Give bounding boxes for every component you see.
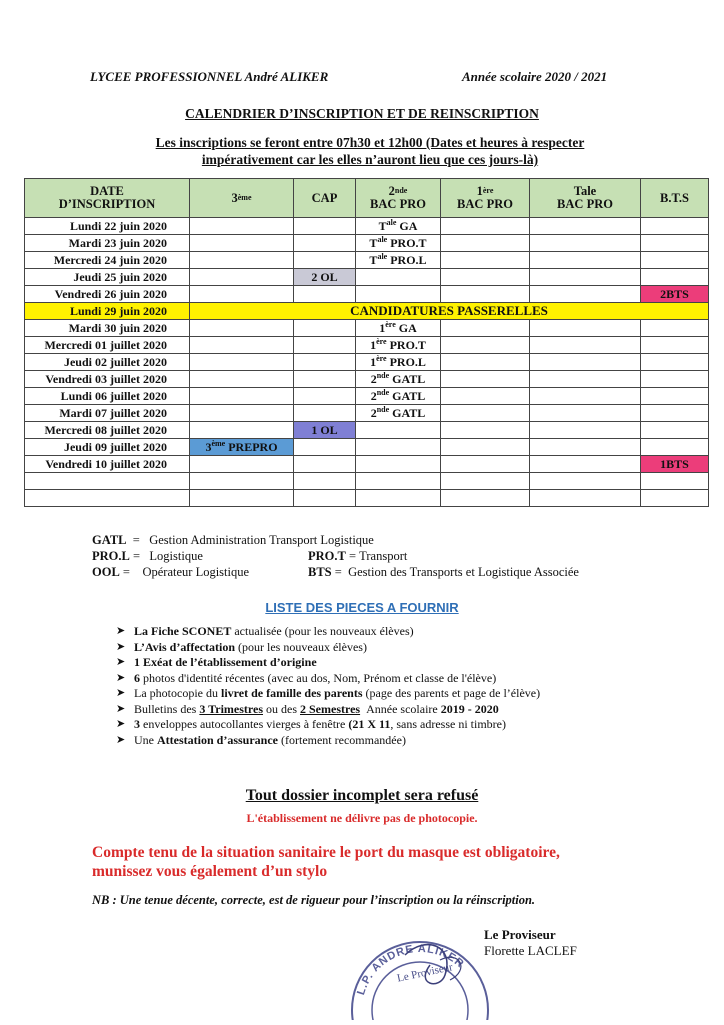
- arrow-icon: ➤: [116, 671, 126, 684]
- row-class: 2nde GATL: [356, 405, 441, 422]
- header-2nde-bac-pro: 2nde BAC PRO: [356, 179, 441, 218]
- dress-code-note: NB : Une tenue décente, correcte, est de rigueur pour l’inscription ou la réinscription.: [92, 893, 536, 907]
- row-date: Mardi 30 juin 2020: [25, 320, 190, 337]
- row-bts-cell: 1BTS: [641, 456, 709, 473]
- table-row: [25, 405, 709, 422]
- row-date: Jeudi 02 juillet 2020: [25, 354, 190, 371]
- subtitle-line-2: impérativement car les elles n’auront lieu que ces jours-là): [201, 152, 539, 167]
- row-class: 1ère PRO.L: [356, 354, 441, 371]
- list-item: ➤ 1 Exéat de l’établissement d’origine: [116, 655, 317, 669]
- arrow-icon: ➤: [116, 640, 126, 653]
- row-date: Jeudi 25 juin 2020: [25, 269, 190, 286]
- inscription-calendar-table: [24, 178, 709, 507]
- legend-prol: PRO.L = Logistique: [92, 549, 203, 563]
- page-title: CALENDRIER D’INSCRIPTION ET DE REINSCRIPTION: [185, 106, 539, 121]
- table-row: [25, 439, 709, 456]
- header-3eme: 3ème: [190, 179, 294, 218]
- list-item: ➤ 3 enveloppes autocollantes vierges à fenêtre (21 X 11, sans adresse ni timbre): [116, 717, 506, 731]
- table-row: [25, 320, 709, 337]
- official-stamp: [345, 915, 495, 1025]
- school-year: Année scolaire 2020 / 2021: [462, 69, 608, 84]
- legend-gatl: GATL = Gestion Administration Transport Logistique: [92, 533, 374, 547]
- row-date: Mercredi 24 juin 2020: [25, 252, 190, 269]
- row-date: Mercredi 08 juillet 2020: [25, 422, 190, 439]
- header-tale-bac-pro: Tale BAC PRO: [530, 179, 641, 218]
- list-item: ➤ La Fiche SCONET actualisée (pour les nouveaux élèves): [116, 624, 414, 638]
- arrow-icon: ➤: [116, 656, 126, 668]
- school-name: LYCEE PROFESSIONNEL André ALIKER: [90, 69, 329, 84]
- svg-text:Le Proviseur: Le Proviseur: [396, 961, 454, 985]
- row-3eme-cell: 3ème PREPRO: [190, 439, 294, 456]
- row-date: Lundi 22 juin 2020: [25, 218, 190, 235]
- legend-bts: BTS = Gestion des Transports et Logistique Associée: [308, 565, 579, 579]
- arrow-icon: ➤: [116, 718, 126, 730]
- row-bts-cell: 2BTS: [641, 286, 709, 303]
- row-class: 1ère PRO.T: [356, 337, 441, 354]
- list-item: ➤ La photocopie du livret de famille des parents (page des parents et page de l’élève): [116, 686, 541, 700]
- page-subtitle: [120, 134, 620, 168]
- incomplete-warning: Tout dossier incomplet sera refusé: [245, 787, 479, 804]
- list-item: ➤ Une Attestation d’assurance (fortement recommandée): [116, 732, 406, 747]
- table-row: [25, 337, 709, 354]
- arrow-icon: ➤: [116, 733, 126, 746]
- row-date: Vendredi 10 juillet 2020: [25, 456, 190, 473]
- signature-name: Florette LACLEF: [484, 943, 577, 958]
- list-item: ➤ Bulletins des 3 Trimestres ou des 2 Semestres Année scolaire 2019 - 2020: [116, 701, 499, 716]
- row-class: $T^{ale}$ PRO.L: [356, 252, 441, 269]
- row-date: Mardi 23 juin 2020: [25, 235, 190, 252]
- table-row: [25, 286, 709, 303]
- legend-prot: PRO.T = Transport: [308, 549, 408, 563]
- row-date: Mercredi 01 juillet 2020: [25, 337, 190, 354]
- table-row: [25, 218, 709, 235]
- pieces-list-title: LISTE DES PIECES A FOURNIR: [265, 600, 459, 615]
- arrow-icon: ➤: [116, 702, 126, 715]
- header-date: DATE D’INSCRIPTION: [25, 179, 190, 218]
- passerelles-banner: CANDIDATURES PASSERELLES: [190, 303, 709, 320]
- table-row-empty: [25, 473, 709, 490]
- row-class: $T^{ale}$ GA: [356, 218, 441, 235]
- row-class: 2nde GATL: [356, 371, 441, 388]
- table-row: [25, 422, 709, 439]
- pieces-list: [116, 624, 540, 748]
- row-date: Mardi 07 juillet 2020: [25, 405, 190, 422]
- table-row: [25, 388, 709, 405]
- header-cap: CAP: [294, 179, 356, 218]
- header-1ere-bac-pro: 1ère BAC PRO: [441, 179, 530, 218]
- table-row: [25, 252, 709, 269]
- row-date: Vendredi 03 juillet 2020: [25, 371, 190, 388]
- svg-text:L.P. ANDRE ALIKER: L.P. ANDRE ALIKER: [355, 942, 467, 997]
- row-date: Jeudi 09 juillet 2020: [25, 439, 190, 456]
- legend-ool: OOL = Opérateur Logistique: [92, 565, 250, 579]
- arrow-icon: ➤: [116, 687, 126, 699]
- list-item: ➤ 6 photos d'identité récentes (avec au dos, Nom, Prénom et classe de l'élève): [116, 670, 497, 685]
- list-item: ➤ L’Avis d’affectation (pour les nouveaux élèves): [116, 639, 367, 654]
- table-row: [25, 269, 709, 286]
- row-date: Lundi 06 juillet 2020: [25, 388, 190, 405]
- row-class: 1ère GA: [356, 320, 441, 337]
- subtitle-line-1: Les inscriptions se feront entre 07h30 et 12h00 (Dates et heures à respecter: [155, 135, 585, 150]
- row-class: 2nde GATL: [356, 388, 441, 405]
- header-bts: B.T.S: [641, 179, 709, 218]
- row-class: $T^{ale}$ PRO.T: [356, 235, 441, 252]
- table-row-passerelles: [25, 303, 709, 320]
- stamp-seal-icon: [345, 915, 495, 1020]
- table-row: [25, 354, 709, 371]
- mask-notice: Compte tenu de la situation sanitaire le port du masque est obligatoire, munissez vous également d’un stylo: [92, 844, 560, 880]
- no-photocopy-notice: L'établissement ne délivre pas de photocopie.: [246, 811, 478, 825]
- table-row: [25, 456, 709, 473]
- row-date: Lundi 29 juin 2020: [25, 303, 190, 320]
- row-cap-cell: 1 OL: [294, 422, 356, 439]
- table-row: [25, 371, 709, 388]
- table-row: [25, 235, 709, 252]
- row-date: Vendredi 26 juin 2020: [25, 286, 190, 303]
- row-cap-cell: 2 OL: [294, 269, 356, 286]
- table-row-empty: [25, 490, 709, 507]
- signature-role: Le Proviseur: [484, 927, 556, 942]
- arrow-icon: ➤: [116, 625, 126, 637]
- table-header-row: [25, 179, 709, 218]
